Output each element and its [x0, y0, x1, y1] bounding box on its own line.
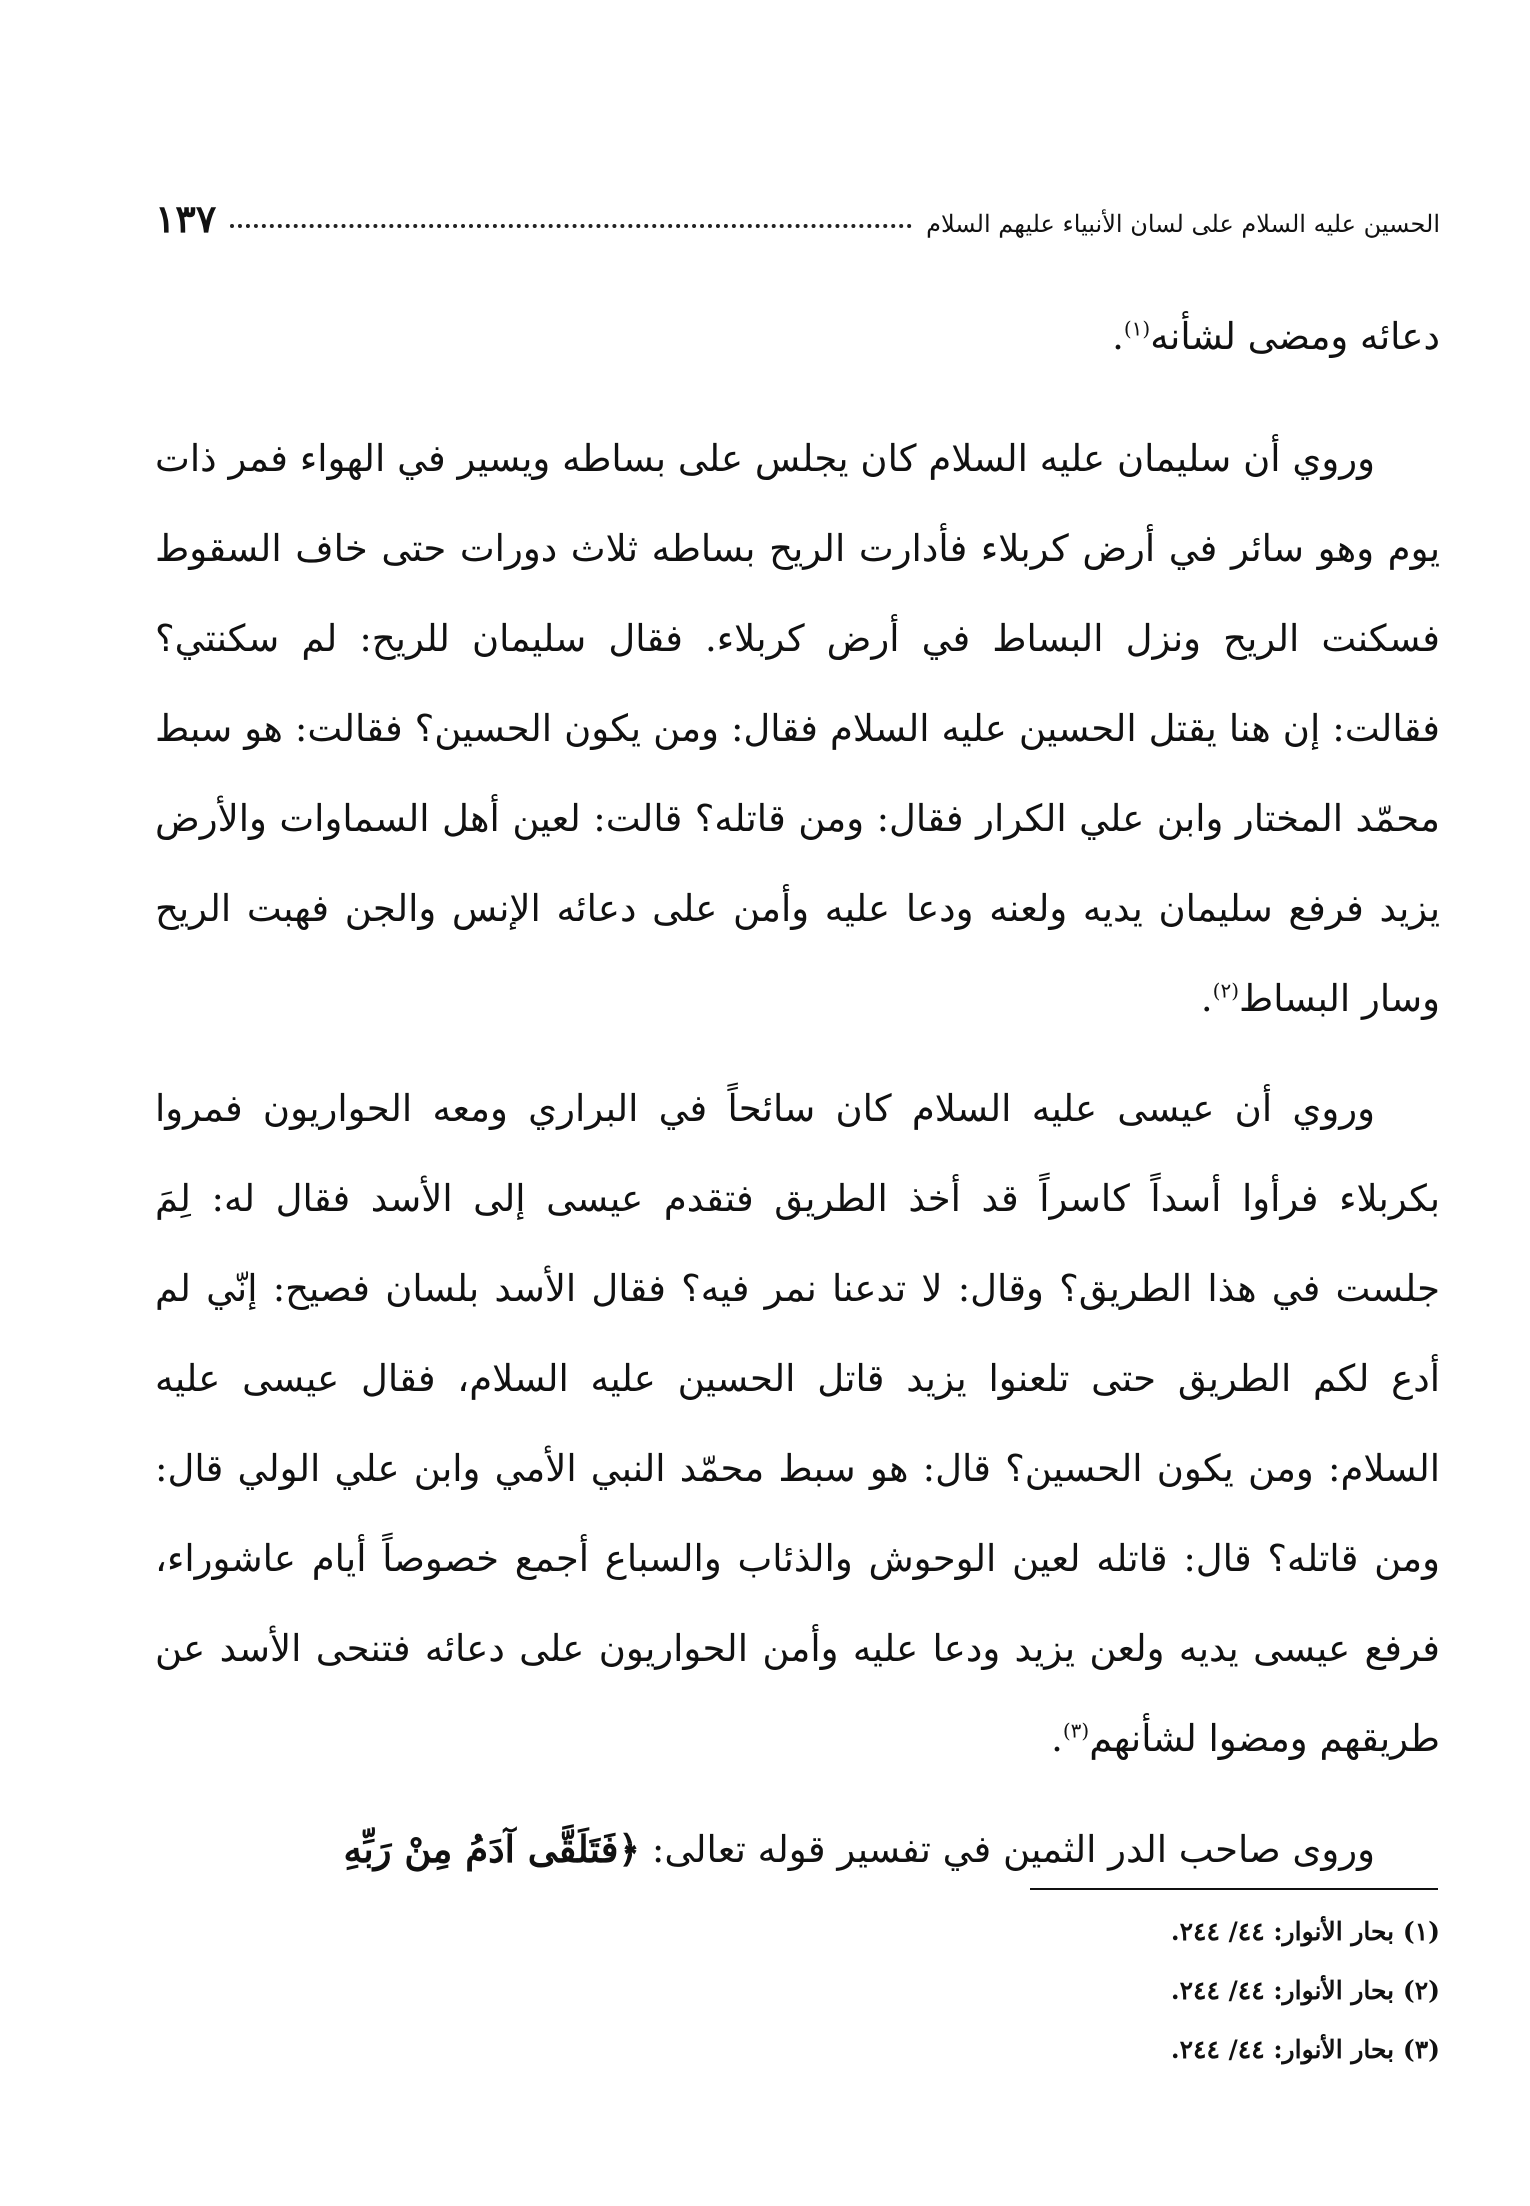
footnote-ref: (٢) — [1212, 978, 1239, 1003]
paragraph-end: . — [1051, 1717, 1063, 1760]
running-title: الحسين عليه السلام على لسان الأنبياء عليهم السلام — [926, 210, 1440, 238]
footnote-ref: (١) — [1123, 316, 1151, 341]
page-number: ١٣٧ — [155, 196, 217, 241]
footnote-text: بحار الأنوار: ٤٤/ ٢٤٤. — [1170, 2035, 1395, 2064]
paragraph-text: دعائه ومضى لشأنه — [1150, 315, 1440, 358]
quran-verse: ﴿فَتَلَقَّى آدَمُ مِنْ رَبِّهِ — [343, 1827, 641, 1871]
footnote-number: (٣) — [1402, 2035, 1440, 2064]
footnotes — [155, 1902, 1440, 2079]
footnote-ref: (٣) — [1062, 1718, 1090, 1743]
footnote-number: (١) — [1402, 1917, 1440, 1946]
paragraph-end: . — [1200, 977, 1213, 1020]
paragraph-text: وروي أن عيسى عليه السلام كان سائحاً في البراري ومعه الحواريون فمروا بكربلاء فرأوا أسداً كاسراً قد أخذ الطريق فتقدم عيسى إلى الأسد فقال له: لِمَ جلست في هذا الطريق؟ وقال: لا تدعنا نمر فيه؟ فقال الأسد بلسان فصيح: إنّي لم أدع لكم الطريق حتى تلعنوا يزيد قاتل الحسين عليه السلام، فقال عيسى عليه السلام: ومن يكون الحسين؟ قال: هو سبط محمّد النبي الأمي وابن علي الولي قال: ومن قاتله؟ قال: قاتله لعين الوحوش والذئاب والسباع أجمع خصوصاً أيام عاشوراء، فرفع عيسى يديه ولعن يزيد ودعا عليه وأمن الحواريون على دعائه فتنحى الأسد عن طريقهم ومضوا لشأنهم — [155, 1087, 1440, 1760]
paragraph — [155, 414, 1440, 1044]
footnote — [155, 1902, 1440, 1961]
paragraph-text: وروي أن سليمان عليه السلام كان يجلس على بساطه ويسير في الهواء فمر ذات يوم وهو سائر في أرض كربلاء فأدارت الريح بساطه ثلاث دورات حتى خاف السقوط فسكنت الريح ونزل البساط في أرض كربلاء. فقال سليمان للريح: لم سكنتي؟ فقالت: إن هنا يقتل الحسين عليه السلام فقال: ومن يكون الحسين؟ فقالت: هو سبط محمّد المختار وابن علي الكرار فقال: ومن قاتله؟ قالت: لعين أهل السماوات والأرض يزيد فرفع سليمان يديه ولعنه ودعا عليه وأمن على دعائه الإنس والجن فهبت الريح وسار البساط — [155, 437, 1440, 1020]
footnote-text: بحار الأنوار: ٤٤/ ٢٤٤. — [1170, 1976, 1395, 2005]
footnote — [155, 2020, 1440, 2079]
running-header — [155, 188, 1440, 241]
paragraph — [155, 292, 1440, 382]
body-text — [155, 292, 1440, 1915]
footnote-number: (٢) — [1402, 1976, 1440, 2005]
paragraph-end: . — [1112, 315, 1124, 358]
footnote-divider — [1030, 1888, 1438, 1890]
leader-dots — [230, 224, 912, 228]
footnote-text: بحار الأنوار: ٤٤/ ٢٤٤. — [1170, 1917, 1395, 1946]
paragraph — [155, 1064, 1440, 1784]
paragraph — [155, 1804, 1440, 1895]
paragraph-text: وروى صاحب الدر الثمين في تفسير قوله تعالى: — [640, 1828, 1375, 1871]
footnote — [155, 1961, 1440, 2020]
